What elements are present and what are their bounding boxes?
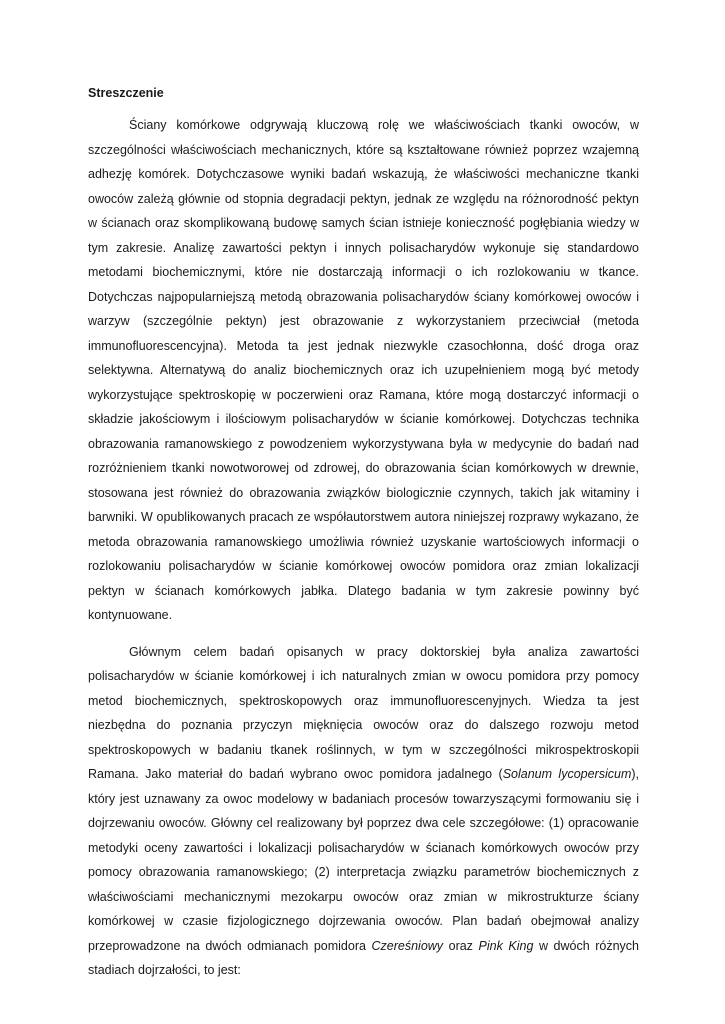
paragraph-2-text-d: w dwóch różnych stadiach dojrzałości, to jest: (88, 938, 639, 977)
species-name: Solanum lycopersicum (502, 767, 632, 781)
section-heading: Streszczenie (88, 86, 164, 100)
paragraph-1: Ściany komórkowe odgrywają kluczową rolę we właściwościach tkanki owoców, w szczególności właściwościach mechanicznych, które są kształtowane również poprzez wzajemną adhezję komórek. Dotychczasowe wyniki badań wskazują, że właściwości mechaniczne tkanki owoców zależą głównie od stopnia degradacji pektyn, jednak ze względu na różnorodność pektyn w ścianach oraz skomplikowaną budowę samych ścian istnieje konieczność pogłębiania wiedzy w tym zakresie. Analizę zawartości pektyn i innych polisacharydów wykonuje się standardowo metodami biochemicznymi, które nie dostarczają informacji o ich rozlokowaniu w tkance. Dotychczas najpopularniejszą metodą obrazowania polisacharydów ściany komórkowej owoców i warzyw (szczególnie pektyn) jest obrazowanie z wykorzystaniem przeciwciał (metoda immunofluorescencyjna). Metoda ta jest jednak niezwykle czasochłonna, dość droga oraz selektywna. Alternatywą do analiz biochemicznych oraz ich uzupełnieniem mogą być metody wykorzystujące spektroskopię w poczerwieni oraz Ramana, które mogą dostarczyć informacji o składzie jakościowym i ilościowym polisacharydów w ścianie komórkowej. Dotychczas technika obrazowania ramanowskiego z powodzeniem wykorzystywana była w medycynie do badań nad rozróżnieniem tkanki nowotworowej od zdrowej, do obrazowania ścian komórkowych w drewnie, stosowana jest również do obrazowania związków biologicznie czynnych, takich jak witaminy i barwniki. W opublikowanych pracach ze współautorstwem autora niniejszej rozprawy wykazano, że metoda obrazowania ramanowskiego umożliwia również uzyskanie wartościowych informacji o rozlokowaniu polisacharydów w ścianie komórkowej owoców pomidora oraz zmian lokalizacji pektyn w ścianach komórkowych jabłka. Dlatego badania w tym zakresie powinny być kontynuowane. (88, 118, 639, 622)
variety-name-1: Czereśniowy (371, 938, 444, 953)
paragraph-2 (88, 640, 639, 983)
paragraph-2-text-b: ), który jest uznawany za owoc modelowy w badaniach procesów towarzyszącymi formowaniu się i dojrzewaniu owoców. Główny cel realizowany był poprzez dwa cele szczegółowe: (1) opracowanie metodyki oceny zawartości i lokalizacji polisacharydów w ścianach komórkowych owoców przy pomocy obrazowania ramanowskiego; (2) interpretacja związku parametrów biochemicznych z właściwościami mechanicznymi mezokarpu owoców oraz zmian w mikrostrukturze ściany komórkowej w czasie fizjologicznego dojrzewania owoców. Plan badań obejmował analizy przeprowadzone na dwóch odmianach pomidora (88, 767, 640, 953)
paragraph-2-text-a: Głównym celem badań opisanych w pracy doktorskiej była analiza zawartości polisacharydów w ścianie komórkowej i ich naturalnych zmian w owocu pomidora przy pomocy metod biochemicznych, spektroskopowych oraz immunofluorescenyjnych. Wiedza ta jest niezbędna do poznania przyczyn mięknięcia owoców oraz do dalszego rozwoju metod spektroskopowych w badaniu tkanek roślinnych, w tym w szczególności mikrospektroskopii Ramana. Jako materiał do badań wybrano owoc pomidora jadalnego ( (88, 644, 639, 781)
variety-name-2: Pink King (478, 938, 534, 953)
document-body (88, 81, 639, 995)
paragraph-2-text-c: oraz (443, 938, 479, 953)
